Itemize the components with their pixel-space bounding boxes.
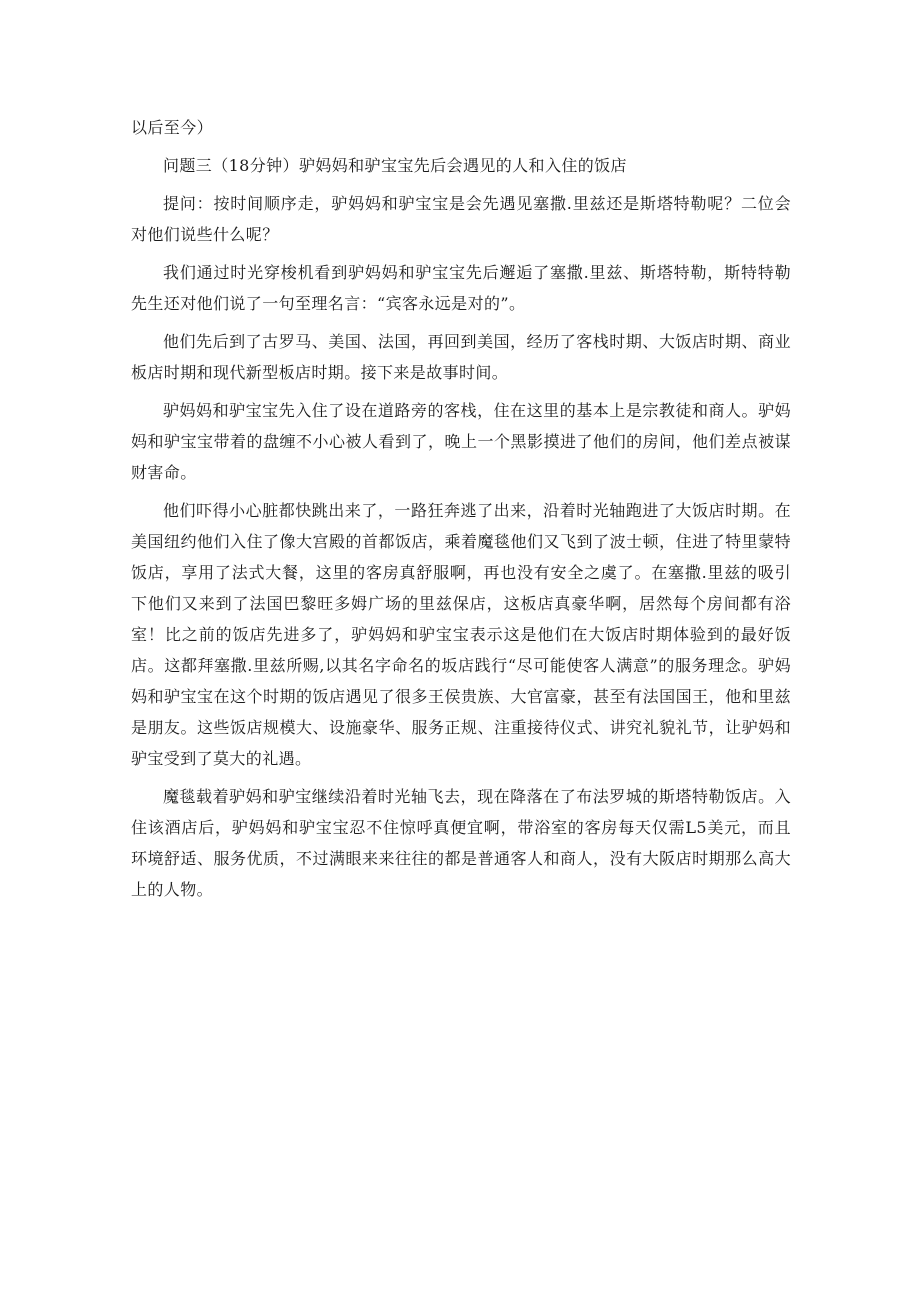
paragraph-journey: 他们先后到了古罗马、美国、法国，再回到美国，经历了客栈时期、大饭店时期、商业板店时期和现代新型板店时期。接下来是故事时间。 [131,332,791,382]
paragraph-continuation: 以后至今） [131,118,214,137]
paragraph-grand-hotel-period: 他们吓得小心脏都快跳出来了，一路狂奔逃了出来，沿着时光轴跑进了大饭店时期。在美国纽约他们入住了像大宫殿的首都饭店，乘着魔毯他们又飞到了波士顿，住进了特里蒙特饭店，享用了法式大餐，这里的客房真舒服啊，再也没有安全之虞了。在塞撒.里兹的吸引下他们又来到了法国巴黎旺多姆广场的里兹保店，这板店真豪华啊，居然每个房间都有浴室！比之前的饭店先进多了，驴妈妈和驴宝宝表示这是他们在大饭店时期体验到的最好饭店。这都拜塞撒.里兹所赐,以其名字命名的坂店践行“尽可能使客人满意”的服务理念。驴妈妈和驴宝宝在这个时期的饭店遇见了很多王侯贵族、大官富豪，甚至有法国国王，他和里兹是朋友。这些饭店规模大、设施豪华、服务正规、注重接待仪式、讲究礼貌礼节，让驴妈和驴宝受到了莫大的礼遇。 [131,501,791,768]
paragraph-inn-period: 驴妈妈和驴宝宝先入住了设在道路旁的客栈，住在这里的基本上是宗教徒和商人。驴妈妈和驴宝宝带着的盘缠不小心被人看到了，晚上一个黑影摸进了他们的房间，他们差点被谋财害命。 [131,401,791,482]
paragraph-question-three: 问题三（18分钟）驴妈妈和驴宝宝先后会遇见的人和入住的饭店 [163,156,627,175]
paragraph-encounter: 我们通过时光穿梭机看到驴妈妈和驴宝宝先后邂逅了塞撒.里兹、斯塔特勒，斯特特勒先生还对他们说了一句至理名言：“宾客永远是对的”。 [131,263,791,313]
paragraph-statler-hotel: 魔毯载着驴妈和驴宝继续沿着时光轴飞去，现在降落在了布法罗城的斯塔特勒饭店。入住该酒店后，驴妈妈和驴宝宝忍不住惊呼真便宜啊，带浴室的客房每天仅需L5美元，而且环境舒适、服务优质，不过满眼来来往往的都是普通客人和商人，没有大阪店时期那么高大上的人物。 [131,787,791,899]
document-body [131,112,791,912]
paragraph-question-prompt: 提问：按时间顺序走，驴妈妈和驴宝宝是会先遇见塞撒.里兹还是斯塔特勒呢？二位会对他们说些什么呢？ [131,194,791,244]
